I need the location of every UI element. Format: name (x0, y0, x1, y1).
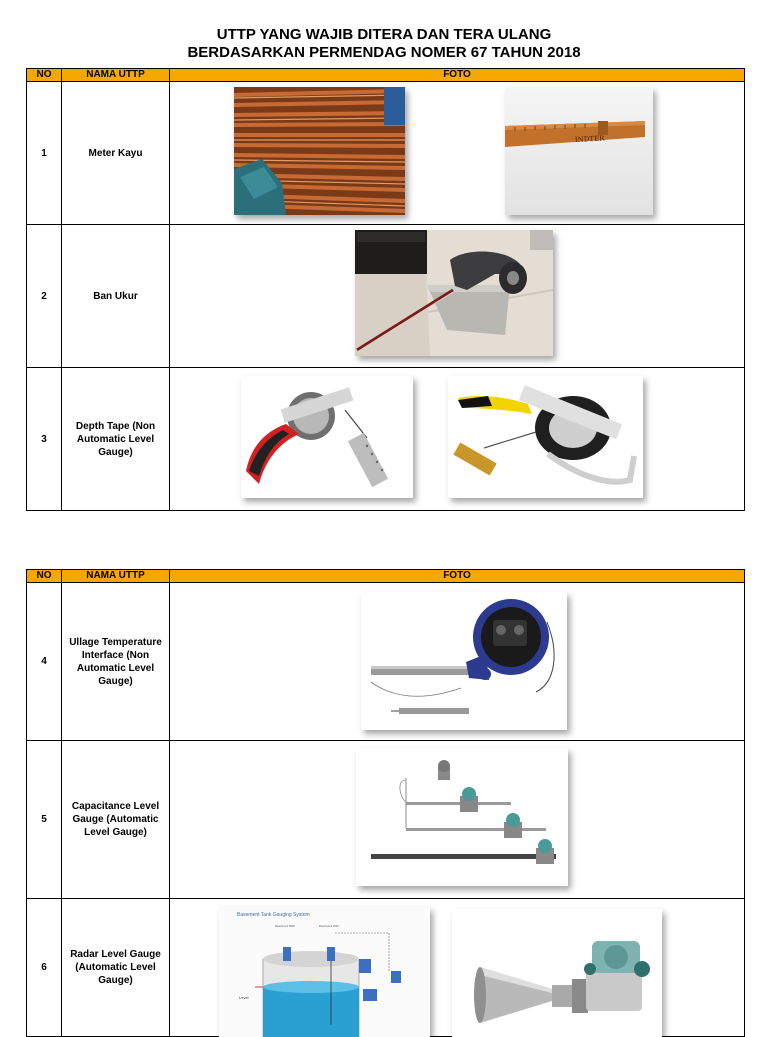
header-name: NAMA UTTP (62, 570, 170, 583)
row-number: 6 (27, 899, 62, 1037)
wooden-rulers-photo (234, 87, 405, 215)
photo-cell (170, 583, 745, 741)
row-number: 3 (27, 368, 62, 511)
row-number: 1 (27, 82, 62, 225)
table-row (27, 225, 745, 368)
row-name: Capacitance Level Gauge (Automatic Level Gauge) (62, 741, 170, 899)
table-row (27, 741, 745, 899)
depth-tape-red-photo (241, 376, 413, 498)
diagram-title-text: Basement Tank Gauging System (237, 912, 310, 918)
uttp-table-1 (26, 68, 745, 511)
svg-text:Rosemount 2240: Rosemount 2240 (319, 925, 339, 928)
row-name: Meter Kayu (62, 82, 170, 225)
table-row (27, 899, 745, 1037)
capacitance-gauge-photo (356, 748, 568, 886)
row-number: 2 (27, 225, 62, 368)
depth-tape-yellow-photo (448, 376, 643, 498)
row-name: Radar Level Gauge (Automatic Level Gauge) (62, 899, 170, 1037)
photo-cell (170, 899, 745, 1037)
single-ruler-photo (505, 87, 653, 215)
row-name: Ullage Temperature Interface (Non Automatic Level Gauge) (62, 583, 170, 741)
header-no: NO (27, 69, 62, 82)
header-no: NO (27, 570, 62, 583)
photo-cell (170, 82, 745, 225)
table-row (27, 368, 745, 511)
row-name: Depth Tape (Non Automatic Level Gauge) (62, 368, 170, 511)
diagram-level-label: Level (239, 995, 249, 1000)
photo-cell (170, 741, 745, 899)
row-number: 4 (27, 583, 62, 741)
header-name: NAMA UTTP (62, 69, 170, 82)
table-row (27, 82, 745, 225)
uttp-table-2 (26, 569, 745, 1037)
ullage-gauge-photo (361, 592, 567, 730)
header-photo: FOTO (170, 69, 745, 82)
table-header-row (27, 570, 745, 583)
row-name: Ban Ukur (62, 225, 170, 368)
table-header-row (27, 69, 745, 82)
photo-cell (170, 225, 745, 368)
table-row (27, 583, 745, 741)
document-title-line-2: BERDASARKAN PERMENDAG NOMER 67 TAHUN 2018 (187, 44, 581, 61)
document-title-line-1: UTTP YANG WAJIB DITERA DAN TERA ULANG (216, 26, 552, 43)
row-number: 5 (27, 741, 62, 899)
radar-gauge-photo (452, 909, 662, 1037)
measuring-tape-photo (355, 230, 553, 356)
svg-text:Rosemount 5900: Rosemount 5900 (275, 925, 295, 928)
photo-cell (170, 368, 745, 511)
header-photo: FOTO (170, 570, 745, 583)
radar-tank-diagram-photo (219, 907, 430, 1037)
ruler-mark-text: INDTER (574, 134, 605, 144)
